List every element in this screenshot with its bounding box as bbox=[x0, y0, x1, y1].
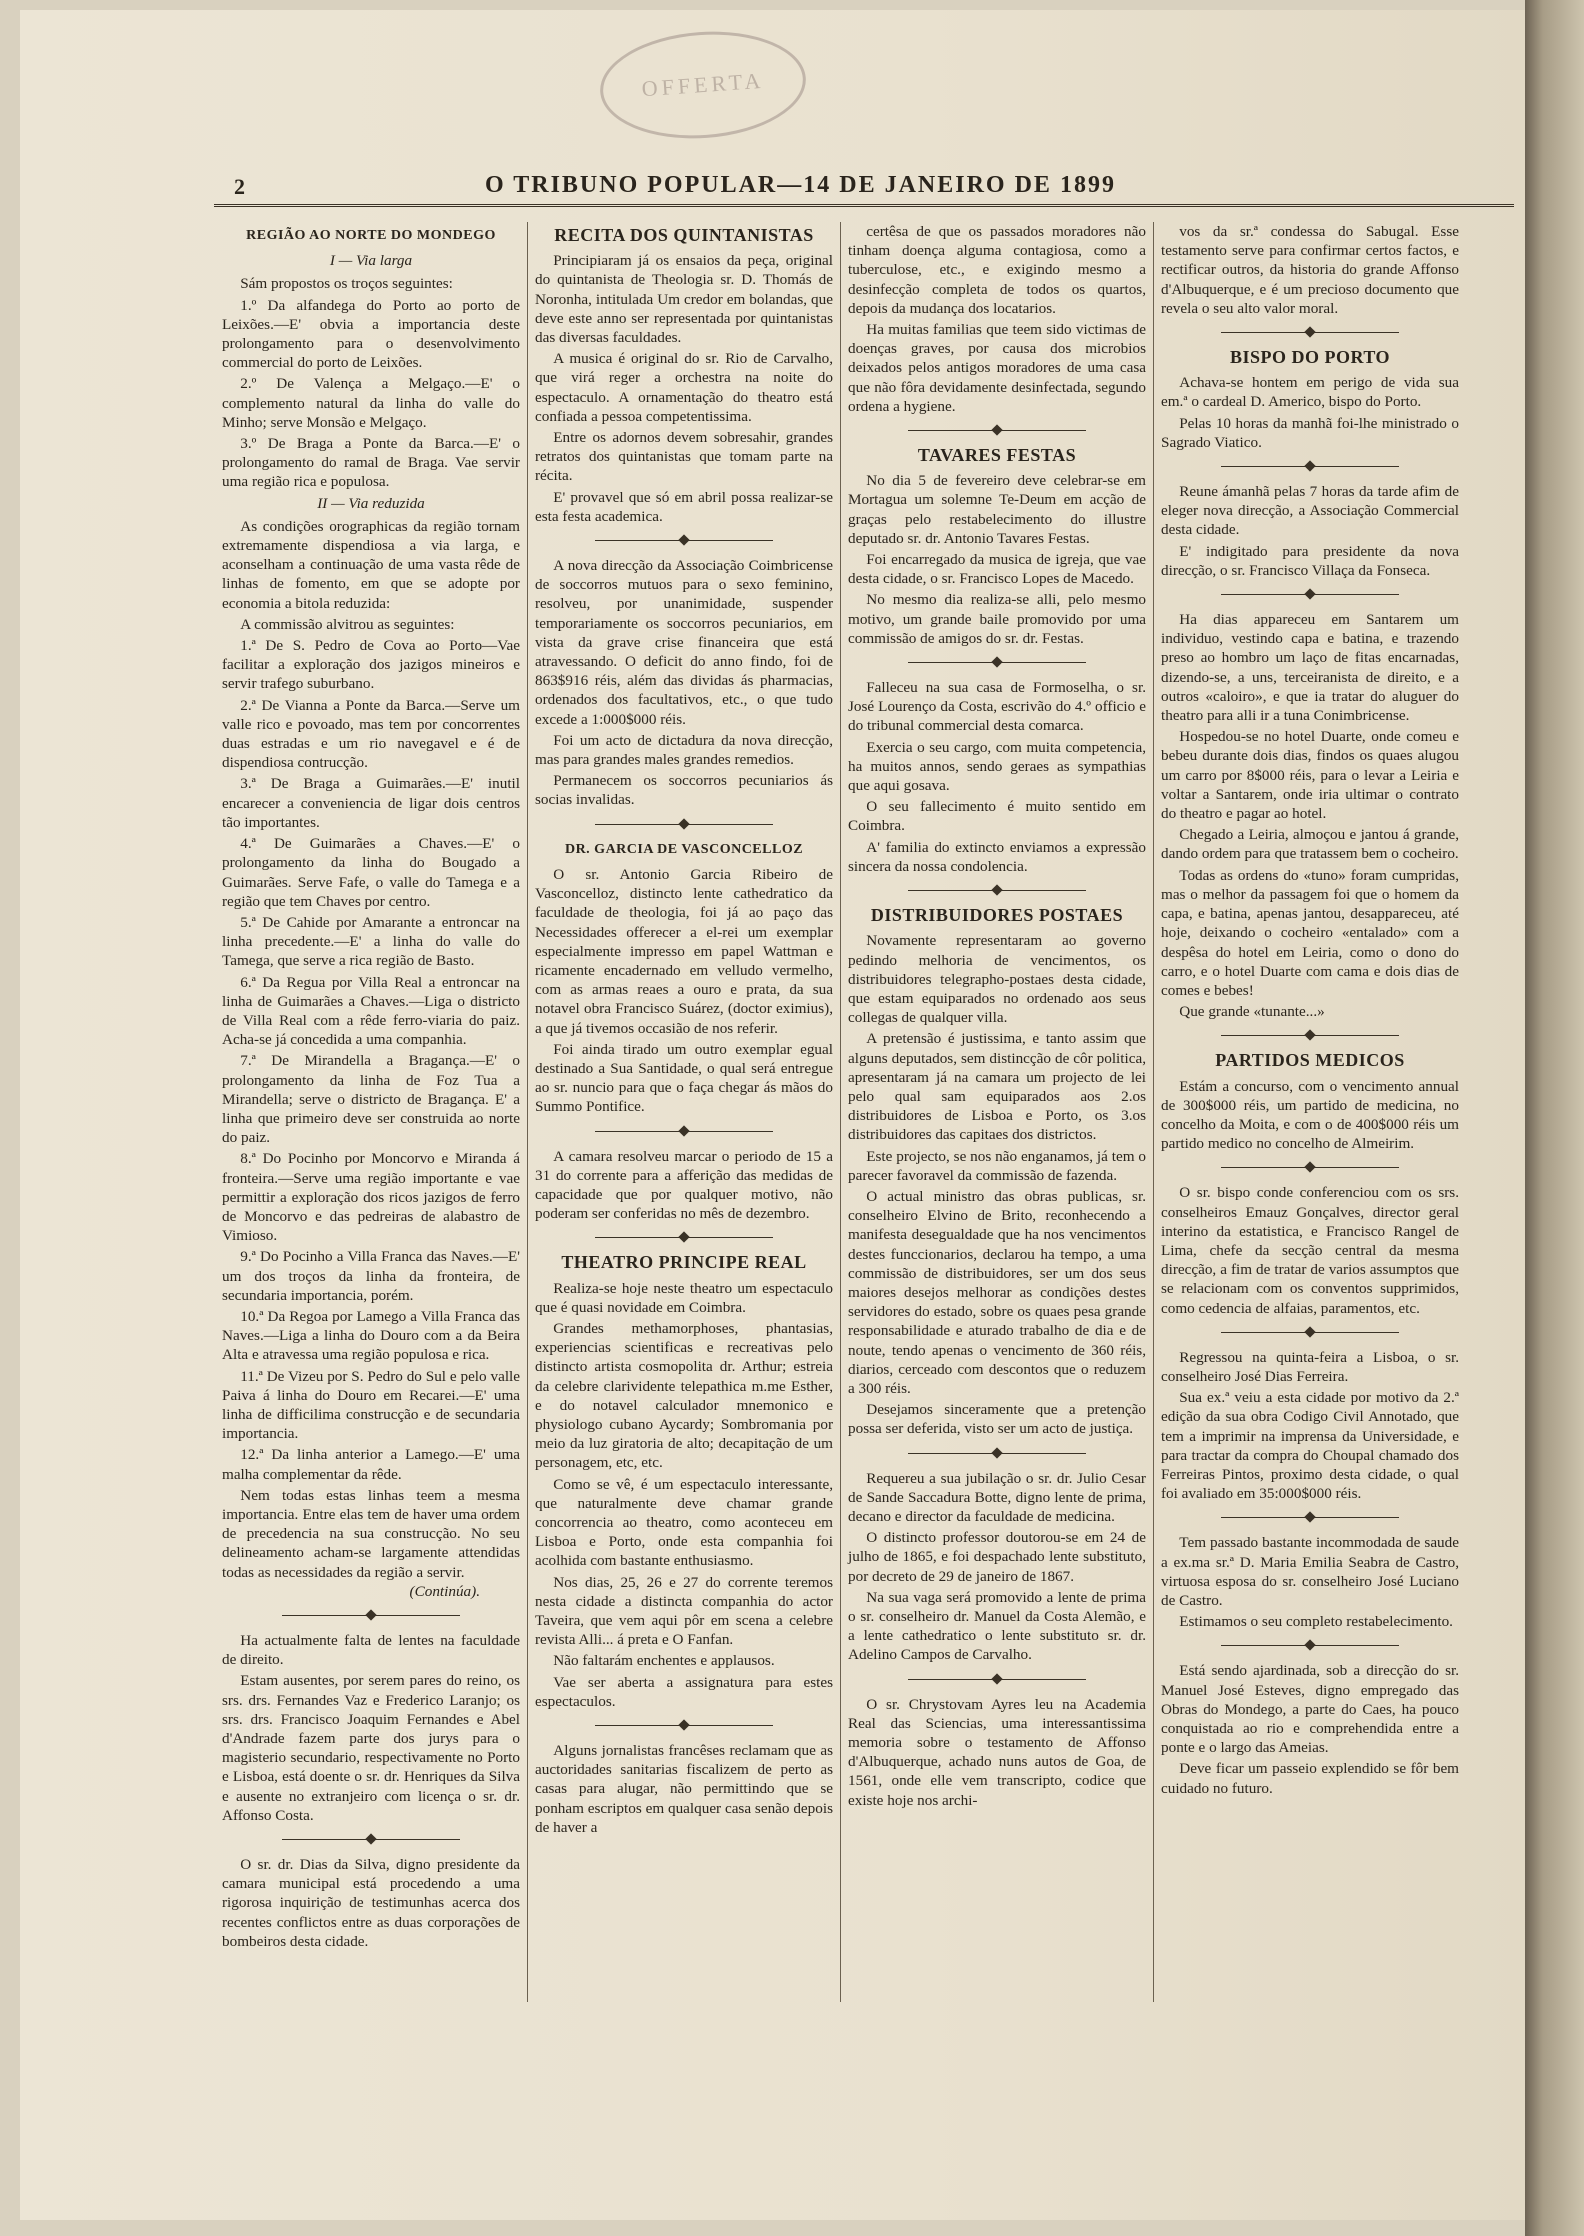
paragraph: Não faltarám enchentes e applausos. bbox=[553, 1652, 775, 1670]
paragraph: O actual ministro das obras publicas, sr. conselheiro Elvino de Brito, reconhecendo a manifesta desegualdade que ha nos vencimentos destes funccionarios, declarou ha tempo, a uma commissão de distribuidores, ser um dos seus maiores desejos melhorar as condições destes servidores do estado, sobre os quaes pesa grande responsabilidade e aturado trabalho de dia e de noute, tendo apenas o vencimento de 360 réis, diarios, cerceado com descontos que o reduzem a 300 réis. bbox=[848, 1187, 1146, 1397]
ornament-divider bbox=[222, 1833, 520, 1847]
ornament-divider bbox=[535, 1231, 833, 1245]
paragraph: Nem todas estas linhas teem a mesma importancia. Entre elas tem de haver uma ordem de precedencia na sua construcção. No seu delineamento acham-se largamente attendidas todas as necessidades da região a servir. bbox=[222, 1486, 520, 1581]
paragraph: Chegado a Leiria, almoçou e jantou á grande, dando ordem para que tratassem bem o cocheiro. bbox=[1161, 826, 1459, 863]
paragraph: Principiaram já os ensaios da peça, original do quintanista de Theologia sr. D. Thomás de Noronha, intitulada Um credor em bolandas, que deve este anno ser representada por quintanistas das diversas faculdades. bbox=[535, 252, 833, 347]
paragraph: 3.º De Braga a Ponte da Barca.—E' o prolongamento do ramal de Braga. Vae servir uma região rica e populosa. bbox=[222, 435, 520, 491]
paragraph: Realiza-se hoje neste theatro um espectaculo que é quasi novidade em Coimbra. bbox=[535, 1279, 833, 1316]
paragraph: 5.ª De Cahide por Amarante a entroncar na linha precedente.—E' a linha do valle do Tamega, que serve a rica região de Basto. bbox=[222, 913, 520, 970]
paragraph: Alguns jornalistas francêses reclamam que as auctoridades sanitarias fiscalizem de perto as casas para alugar, não permittindo que se ponham escriptos em qualquer casa senão depois de haver a bbox=[535, 1742, 833, 1836]
ornament-divider bbox=[1161, 1161, 1459, 1175]
paragraph: 2.º De Valença a Melgaço.—E' o complemento natural da linha do valle do Minho; serve Monsão e Melgaço. bbox=[222, 375, 520, 431]
paragraph: Está sendo ajardinada, sob a direcção do sr. Manuel José Esteves, digno empregado das Obras do Mondego, a parte do Caes, ha pouco conquistada ao rio e comprehendida entre a ponte e o largo das Ameias. bbox=[1161, 1662, 1459, 1757]
masthead: O TRIBUNO POPULAR—14 DE JANEIRO DE 1899 bbox=[485, 172, 1116, 198]
paragraph: O sr. Antonio Garcia Ribeiro de Vasconcelloz, distincto lente cathedratico da faculdade de theologia, foi já ao paço das Necessidades offerecer a el-rei um exemplar especialmente impresso em papel Wattman e ricamente encadernado em velludo vermelho, com as armas reaes a ouro e prata, da sua notavel obra Francisco Suárez, (doctor eximius), a que já tivemos occasião de nos referir. bbox=[535, 865, 833, 1037]
paragraph: Foi encarregado da musica de igreja, que vae desta cidade, o sr. Francisco Lopes de Macedo. bbox=[848, 551, 1146, 588]
paragraph: 4.ª De Guimarães a Chaves.—E' o prolongamento da linha do Bougado a Guimarães. Serve Fafe, o valle do Tamega e a região que tem Chaves por centro. bbox=[222, 835, 520, 910]
column-rule bbox=[1153, 222, 1154, 2002]
paragraph: 2.ª De Vianna a Ponte da Barca.—Serve um valle rico e povoado, mas tem por concorrentes duas estradas e um rio navegavel e é de dispendiosa contrucção. bbox=[222, 696, 520, 772]
paragraph: Como se vê, é um espectaculo interessante, que naturalmente deve chamar grande concorrencia ao theatro, como aconteceu em Lisboa e Porto, onde esta companhia foi acolhida com bastante enthusiasmo. bbox=[535, 1475, 833, 1570]
paragraph: Entre os adornos devem sobresahir, grandes retratos dos quintanistas que tomam parte na récita. bbox=[535, 429, 833, 485]
paragraph: A commissão alvitrou as seguintes: bbox=[240, 615, 455, 633]
ornament-divider bbox=[1161, 460, 1459, 474]
continua-note: (Continúa). bbox=[409, 1582, 480, 1600]
paragraph: Exercia o seu cargo, com muita competencia, ha muitos annos, sendo geraes as sympathias que aqui gosava. bbox=[848, 738, 1146, 795]
ornament-divider bbox=[1161, 1639, 1459, 1653]
article-body bbox=[1161, 1533, 1459, 1631]
article-body bbox=[535, 556, 833, 810]
paragraph: Foi ainda tirado um outro exemplar egual destinado a Sua Santidade, o qual será entregue ao sr. nuncio para que o faça chegar ás mãos do Summo Pontifice. bbox=[535, 1040, 833, 1116]
paragraph: Sám propostos os troços seguintes: bbox=[240, 275, 453, 293]
paragraph: vos da sr.ª condessa do Sabugal. Esse testamento serve para confirmar certos factos, e rectificar outros, da historia do grande Affonso d'Albuquerque, e é um precioso documento que revela o seu alto valor moral. bbox=[1161, 223, 1459, 317]
paragraph: Requereu a sua jubilação o sr. dr. Julio Cesar de Sande Saccadura Botte, digno lente de prima, decano e director da faculdade de medicina. bbox=[848, 1469, 1146, 1525]
ornament-divider bbox=[535, 1719, 833, 1733]
paragraph: 1.ª De S. Pedro de Cova ao Porto—Vae facilitar a exploração dos jazigos mineiros e servir trafego suburbano. bbox=[222, 637, 520, 693]
article-body bbox=[848, 471, 1146, 648]
paragraph: No dia 5 de fevereiro deve celebrar-se em Mortagua um solemne Te-Deum em acção de graças pelo restabelecimento do illustre deputado sr. dr. Antonio Tavares Festas. bbox=[848, 472, 1146, 547]
paragraph: E' provavel que só em abril possa realizar-se esta festa academica. bbox=[535, 488, 833, 525]
paragraph: Regressou na quinta-feira a Lisboa, o sr. conselheiro José Dias Ferreira. bbox=[1161, 1348, 1459, 1385]
page-number: 2 bbox=[234, 174, 245, 199]
paragraph: 9.ª Do Pocinho a Villa Franca das Naves.—E' um dos troços da linha da fronteira, de secundaria importancia, porém. bbox=[222, 1248, 520, 1304]
column-1 bbox=[222, 222, 520, 1951]
paragraph: 6.ª Da Regua por Villa Real a entroncar na linha de Guimarães a Chaves.—Liga o districto de Villa Real com a rêde ferro-viaria do paiz. Acha-se já concedida a uma companhia. bbox=[222, 973, 520, 1049]
paragraph: Deve ficar um passeio explendido se fôr bem cuidado no futuro. bbox=[1161, 1760, 1459, 1797]
ornament-divider bbox=[1161, 1326, 1459, 1340]
article-body bbox=[1161, 610, 1459, 1021]
paragraph: Ha dias appareceu em Santarem um individuo, vestindo capa e batina, e trazendo preso ao hombro um laço de fitas encarnadas, dizendo-se, a uns, terceiranista de direito, e a outros «caloiro», e que ia tratar do aluguer do theatro para alli ir a tuna Conimbricense. bbox=[1161, 611, 1459, 725]
ornament-divider bbox=[848, 424, 1146, 438]
ornament-divider bbox=[1161, 1029, 1459, 1043]
paragraph: 7.ª De Mirandella a Bragança.—E' o prolongamento da linha de Foz Tua a Mirandella; serve o districto de Bragança. E' a linha que primeiro deve ser construida ao norte do paiz. bbox=[222, 1052, 520, 1147]
article-body bbox=[1161, 373, 1459, 452]
article-body bbox=[1161, 1077, 1459, 1154]
article-body bbox=[848, 1469, 1146, 1665]
headline-bispo: BISPO DO PORTO bbox=[1229, 347, 1391, 368]
paragraph: 10.ª Da Regoa por Lamego a Villa Franca das Naves.—Liga a linha do Douro com a da Beira Alta e atravessa uma região populosa e rica. bbox=[222, 1307, 520, 1364]
paragraph: Hospedou-se no hotel Duarte, onde comeu e bebeu durante dois dias, findos os quaes alugou um carro por 8$000 réis, para o levar a Leiria e voltar a Santarem, onde iria ultimar o contrato do theatro e pagar ao hotel. bbox=[1161, 728, 1459, 823]
paragraph: Ha muitas familias que teem sido victimas de doenças graves, por causa dos microbios deixados pelos antigos moradores de uma casa que não fôra devidamente desinfectada, segundo ordena a hygiene. bbox=[848, 321, 1146, 415]
paragraph: Tem passado bastante incommodada de saude a ex.ma sr.ª D. Maria Emilia Seabra de Castro, virtuosa esposa do sr. conselheiro José Luciano de Castro. bbox=[1161, 1534, 1459, 1609]
headline-garcia: DR. GARCIA DE VASCONCELLOZ bbox=[564, 841, 804, 857]
article-body bbox=[535, 1741, 833, 1837]
paragraph: Reune ámanhã pelas 7 horas da tarde afim de eleger nova direcção, a Associação Commercial desta cidade. bbox=[1161, 483, 1459, 539]
paragraph: Que grande «tunante...» bbox=[1179, 1003, 1325, 1021]
ornament-divider bbox=[1161, 588, 1459, 602]
paragraph: E' indigitado para presidente da nova direcção, o sr. Francisco Villaça da Fonseca. bbox=[1161, 542, 1459, 579]
column-rule bbox=[527, 222, 528, 2002]
paragraph: Desejamos sinceramente que a pretenção possa ser deferida, visto ser um acto de justiça. bbox=[848, 1401, 1146, 1438]
article-body bbox=[222, 1855, 520, 1951]
article-body bbox=[848, 1695, 1146, 1810]
paragraph: Este projecto, se nos não enganamos, já tem o parecer favoravel da commissão de fazenda. bbox=[848, 1147, 1146, 1184]
paragraph: Estam ausentes, por serem pares do reino, os srs. drs. Fernandes Vaz e Frederico Laranjo; os srs. drs. Francisco Joaquim Fernandes e Abel d'Andrade fazem parte dos jurys para o magisterio secundario, respectivamente no Porto e Lisboa, está doente o sr. dr. Henriques da Silva e ausente no extranjeiro com licença o sr. dr. Affonso Costa. bbox=[222, 1672, 520, 1824]
paragraph: Na sua vaga será promovido a lente de prima o sr. conselheiro dr. Manuel da Costa Alemão, e a lente cathedratico o lente substituto sr. dr. Adelino Campos de Carvalho. bbox=[848, 1588, 1146, 1664]
ornament-divider bbox=[222, 1609, 520, 1623]
article-body bbox=[1161, 482, 1459, 580]
paragraph: A musica é original do sr. Rio de Carvalho, que virá reger a orchestra na noite do espectaculo. A ornamentação do theatro está confiada a pessoa competentissima. bbox=[535, 350, 833, 425]
paragraph: O sr. Chrystovam Ayres leu na Academia Real das Sciencias, uma interessantissima memoria sobre o testamento de Affonso d'Albuquerque, achado nuns autos de Goa, de 1561, onde elle vem transcripto, codice que existe hoje nos archi- bbox=[848, 1695, 1146, 1809]
paragraph: O distincto professor doutorou-se em 24 de julho de 1865, e foi despachado lente substituto, por decreto de 29 de janeiro de 1867. bbox=[848, 1529, 1146, 1585]
article-body bbox=[535, 865, 833, 1117]
column-rule bbox=[840, 222, 841, 2002]
article-body bbox=[535, 251, 833, 526]
paragraph: Todas as ordens do «tuno» foram cumpridas, mas o melhor da passagem foi que o homem da capa, e batina, apenas jantou, desappareceu, até hoje, deixando o cocheiro «entalado» com a despêsa do hotel em Leiria, como o dono do carro, e o hotel Duarte com cama e dois dias de comes e bebes! bbox=[1161, 866, 1459, 999]
paragraph: 8.ª Do Pocinho por Moncorvo e Miranda á fronteira.—Serve uma região importante e vae permittir a exploração dos ricos jazigos de ferro de Moncorvo e das pedreiras de alabastro de Vimioso. bbox=[222, 1150, 520, 1245]
article-body bbox=[1161, 1661, 1459, 1797]
column-4 bbox=[1161, 222, 1459, 1798]
paragraph: Foi um acto de dictadura da nova direcção, mas para grandes males grandes remedios. bbox=[535, 731, 833, 769]
paragraph: Nos dias, 25, 26 e 27 do corrente teremos nesta cidade a distincta companhia do actor Taveira, que vem aqui pôr em scena a celebre revista Alli... á preta e O Fanfan. bbox=[535, 1573, 833, 1649]
library-stamp bbox=[597, 25, 810, 145]
paragraph: Estám a concurso, com o vencimento annual de 300$000 réis, um partido de medicina, no concelho da Moita, e com o de 400$000 réis um partido medico no concelho de Almeirim. bbox=[1161, 1077, 1459, 1153]
ornament-divider bbox=[535, 534, 833, 548]
paragraph: certêsa de que os passados moradores não tinham doença alguma contagiosa, como a tuberculose, etc., e exigindo mesmo a desinfecção completa de todos os quartos, depois da mudança dos locatarios. bbox=[848, 223, 1146, 317]
paragraph: 12.ª Da linha anterior a Lamego.—E' uma malha complementar da rêde. bbox=[222, 1446, 520, 1483]
paragraph: As condições orographicas da região tornam extremamente dispendiosa a via larga, e aconselham a continuação de uma vasta rêde de linhas de fomento, em que se adopte por economia a bitola reduzida: bbox=[222, 517, 520, 612]
article-body bbox=[848, 931, 1146, 1438]
ornament-divider bbox=[848, 884, 1146, 898]
paragraph: Pelas 10 horas da manhã foi-lhe ministrado o Sagrado Viatico. bbox=[1161, 414, 1459, 451]
headline-partidos: PARTIDOS MEDICOS bbox=[1215, 1050, 1405, 1071]
next-page-edge bbox=[1525, 0, 1584, 2236]
article-body bbox=[1161, 1183, 1459, 1317]
paragraph: Novamente representaram ao governo pedindo melhoria de vencimentos, os distribuidores telegrapho-postaes desta cidade, que estam equiparados no ordenado aos seus collegas de qualquer villa. bbox=[848, 932, 1146, 1027]
headline-tavares: TAVARES FESTAS bbox=[917, 445, 1077, 466]
article-body bbox=[222, 274, 520, 491]
article-body bbox=[1161, 1348, 1459, 1504]
paragraph: Falleceu na sua casa de Formoselha, o sr. José Lourenço da Costa, escrivão do 4.º officio e do tribunal commercial desta comarca. bbox=[848, 679, 1146, 735]
stamp-text: OFFERTA bbox=[640, 67, 766, 102]
article-body bbox=[1161, 222, 1459, 318]
ornament-divider bbox=[1161, 1511, 1459, 1525]
paragraph: Vae ser aberta a assignatura para estes espectaculos. bbox=[535, 1673, 833, 1710]
paragraph: 11.ª De Vizeu por S. Pedro do Sul e pelo valle Paiva á linha do Douro em Recarei.—E' uma linha de difficilima construcção e de secundaria importancia. bbox=[222, 1367, 520, 1443]
article-body bbox=[535, 1147, 833, 1224]
column-3 bbox=[848, 222, 1146, 1810]
paragraph: O sr. dr. Dias da Silva, digno presidente da camara municipal está procedendo a uma rigorosa inquirição de testimunhas acerca dos recentes conflictos entre as duas corporações de bombeiros desta cidade. bbox=[222, 1856, 520, 1950]
article-body bbox=[222, 1631, 520, 1825]
paragraph: A camara resolveu marcar o periodo de 15 a 31 do corrente para a afferição das medidas de capacidade que por qualquer motivo, não poderam ser conferidas no mês de dezembro. bbox=[535, 1147, 833, 1223]
headline-recita: RECITA DOS QUINTANISTAS bbox=[554, 225, 814, 245]
ornament-divider bbox=[848, 1447, 1146, 1461]
paragraph: No mesmo dia realiza-se alli, pelo mesmo motivo, um grande baile promovido por uma commissão de amigos do sr. dr. Festas. bbox=[848, 591, 1146, 647]
paragraph: Estimamos o seu completo restabelecimento. bbox=[1179, 1613, 1453, 1631]
ornament-divider bbox=[1161, 326, 1459, 340]
paragraph: O sr. bispo conde conferenciou com os srs. conselheiros Emauz Gonçalves, director geral interino da estatistica, e Francisco Rangel de Lima, chefe da secção central da mesma direcção, a fim de tratar de varios assumptos que se relacionam com os conventos supprimidos, como cedencia de alfaias, paramentos, etc. bbox=[1161, 1184, 1459, 1317]
ornament-divider bbox=[848, 656, 1146, 670]
ornament-divider bbox=[535, 818, 833, 832]
paragraph: A' familia do extincto enviamos a expressão sincera da nossa condolencia. bbox=[848, 838, 1146, 875]
paragraph: 1.º Da alfandega do Porto ao porto de Leixões.—E' obvia a importancia deste prolongamento para o desenvolvimento commercial do porto de Leixões. bbox=[222, 296, 520, 372]
headline-regiao: REGIÃO AO NORTE DO MONDEGO bbox=[246, 228, 496, 243]
subhead-via-reduzida: II — Via reduzida bbox=[317, 494, 425, 512]
paragraph: Sua ex.ª veiu a esta cidade por motivo da 2.ª edição da sua obra Codigo Civil Annotado, que tem a imprimir na imprensa da Universidade, e para tractar da compra do Choupal chamado dos Ferreiras Pintos, proximo desta cidade, o qual foi avaliado em 35:000$000 réis. bbox=[1161, 1389, 1459, 1503]
article-body bbox=[848, 678, 1146, 876]
paragraph: A pretensão é justissima, e tanto assim que alguns deputados, sem distincção de côr politica, apresentaram já na camara um projecto de lei pelo qual sam equiparados aos 2.os distribuidores de Lisboa e Porto, os 3.os distribuidores das capitaes dos districtos. bbox=[848, 1030, 1146, 1144]
headline-distribuidores: DISTRIBUIDORES POSTAES bbox=[870, 905, 1124, 926]
article-body bbox=[222, 517, 520, 1582]
paragraph: Grandes methamorphoses, phantasias, experiencias scientificas e recreativas pelo distincto artista cosmopolita dr. Arthur; estreia da celebre clarividente telepathica m.me Esther, e do notavel calculador mnemonico e physiologo cubano Aycardy; Sombromania por meio da luz giratoria de alto; decapitação de um personagem, etc, etc. bbox=[535, 1319, 833, 1472]
paragraph: Achava-se hontem em perigo de vida sua em.ª o cardeal D. Americo, bispo do Porto. bbox=[1161, 374, 1459, 411]
article-body bbox=[848, 222, 1146, 416]
paragraph: 3.ª De Braga a Guimarães.—E' inutil encarecer a conveniencia de ligar dois centros tão importantes. bbox=[222, 775, 520, 831]
ornament-divider bbox=[535, 1125, 833, 1139]
header-rule bbox=[214, 204, 1514, 207]
article-body bbox=[535, 1279, 833, 1711]
paragraph: O seu fallecimento é muito sentido em Coimbra. bbox=[848, 798, 1146, 835]
ornament-divider bbox=[848, 1673, 1146, 1687]
column-2 bbox=[535, 222, 833, 1837]
paragraph: Permanecem os soccorros pecuniarios ás socias invalidas. bbox=[535, 772, 833, 809]
paragraph: Ha actualmente falta de lentes na faculdade de direito. bbox=[222, 1632, 520, 1669]
subhead-via-larga: I — Via larga bbox=[329, 252, 413, 270]
paragraph: A nova direcção da Associação Coimbricense de soccorros mutuos para o sexo feminino, resolveu, por unanimidade, suspender temporariamente os soccorros pecuniarios, em vista da grave crise financeira que está atravessando. O deficit do anno findo, foi de 863$916 réis, além das dividas ás pharmacias, ordenados dos facultativos, etc., o que tudo excede a 1:000$000 réis. bbox=[535, 557, 833, 728]
headline-theatro: THEATRO PRINCIPE REAL bbox=[561, 1252, 807, 1273]
